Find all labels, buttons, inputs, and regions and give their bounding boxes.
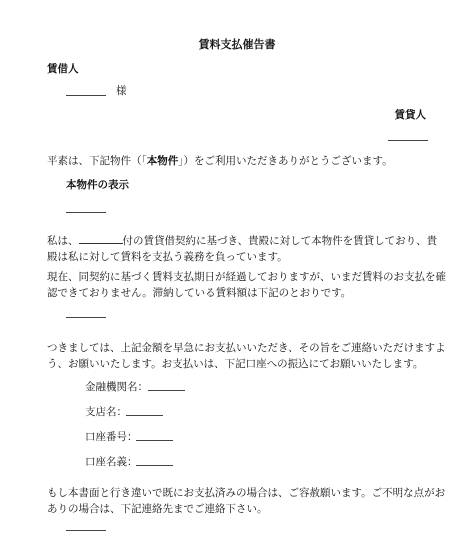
contract-date-blank: [79, 233, 123, 244]
borrower-name-blank: [66, 95, 106, 96]
lender-name-blank: [388, 140, 428, 141]
bank-name-label: 金融機関名：: [85, 381, 148, 393]
greeting-property-term: 本物件: [146, 155, 179, 167]
account-holder-blank: [136, 465, 173, 466]
payment-request-paragraph: つきましては、上記金額を早急にお支払いいただき、その旨をご連絡いただけますよう、お願いいたします。お支払いは、下記口座への振込にてお願いいたします。: [47, 342, 446, 370]
lender-label: 賃貸人: [394, 109, 426, 121]
property-blank: [66, 212, 106, 213]
contact-blank: [66, 530, 106, 531]
account-holder-label: 口座名義：: [85, 456, 138, 468]
branch-name-label: 支店名：: [85, 406, 127, 418]
branch-name-blank: [126, 415, 163, 416]
bank-name-blank: [148, 390, 185, 391]
account-number-blank: [136, 440, 173, 441]
greeting: [47, 154, 393, 168]
contract-paragraph-post: 付の賃貸借契約に基づき、貴殿に対して本物件を賃貸しており、貴殿は私に対して賃料を支払う義務を負っています。: [47, 235, 438, 263]
greeting-pre: 平素は、下記物件（「: [47, 155, 147, 167]
honorific: 様: [116, 85, 127, 97]
closing-paragraph: もし本書面と行き違いで既にお支払済みの場合は、ご容赦願います。ご不明な点がおありの場合は、下記連絡先までご連絡下さい。: [47, 487, 446, 515]
overdue-paragraph: 現在、同契約に基づく賃料支払期日が経過しておりますが、いまだ賃料のお支払を確認できておりません。滞納している賃料額は下記のとおりです。: [47, 271, 446, 299]
amount-blank: [66, 317, 106, 318]
contract-paragraph-pre: 私は、: [47, 235, 79, 247]
document-title: 賃料支払催告書: [198, 38, 276, 51]
contract-paragraph: [47, 233, 447, 265]
account-number-label: 口座番号：: [85, 431, 138, 443]
borrower-label: 賃借人: [47, 63, 79, 75]
greeting-post: 」）をご利用いただきありがとうございます。: [178, 155, 393, 167]
property-heading: 本物件の表示: [66, 179, 129, 191]
